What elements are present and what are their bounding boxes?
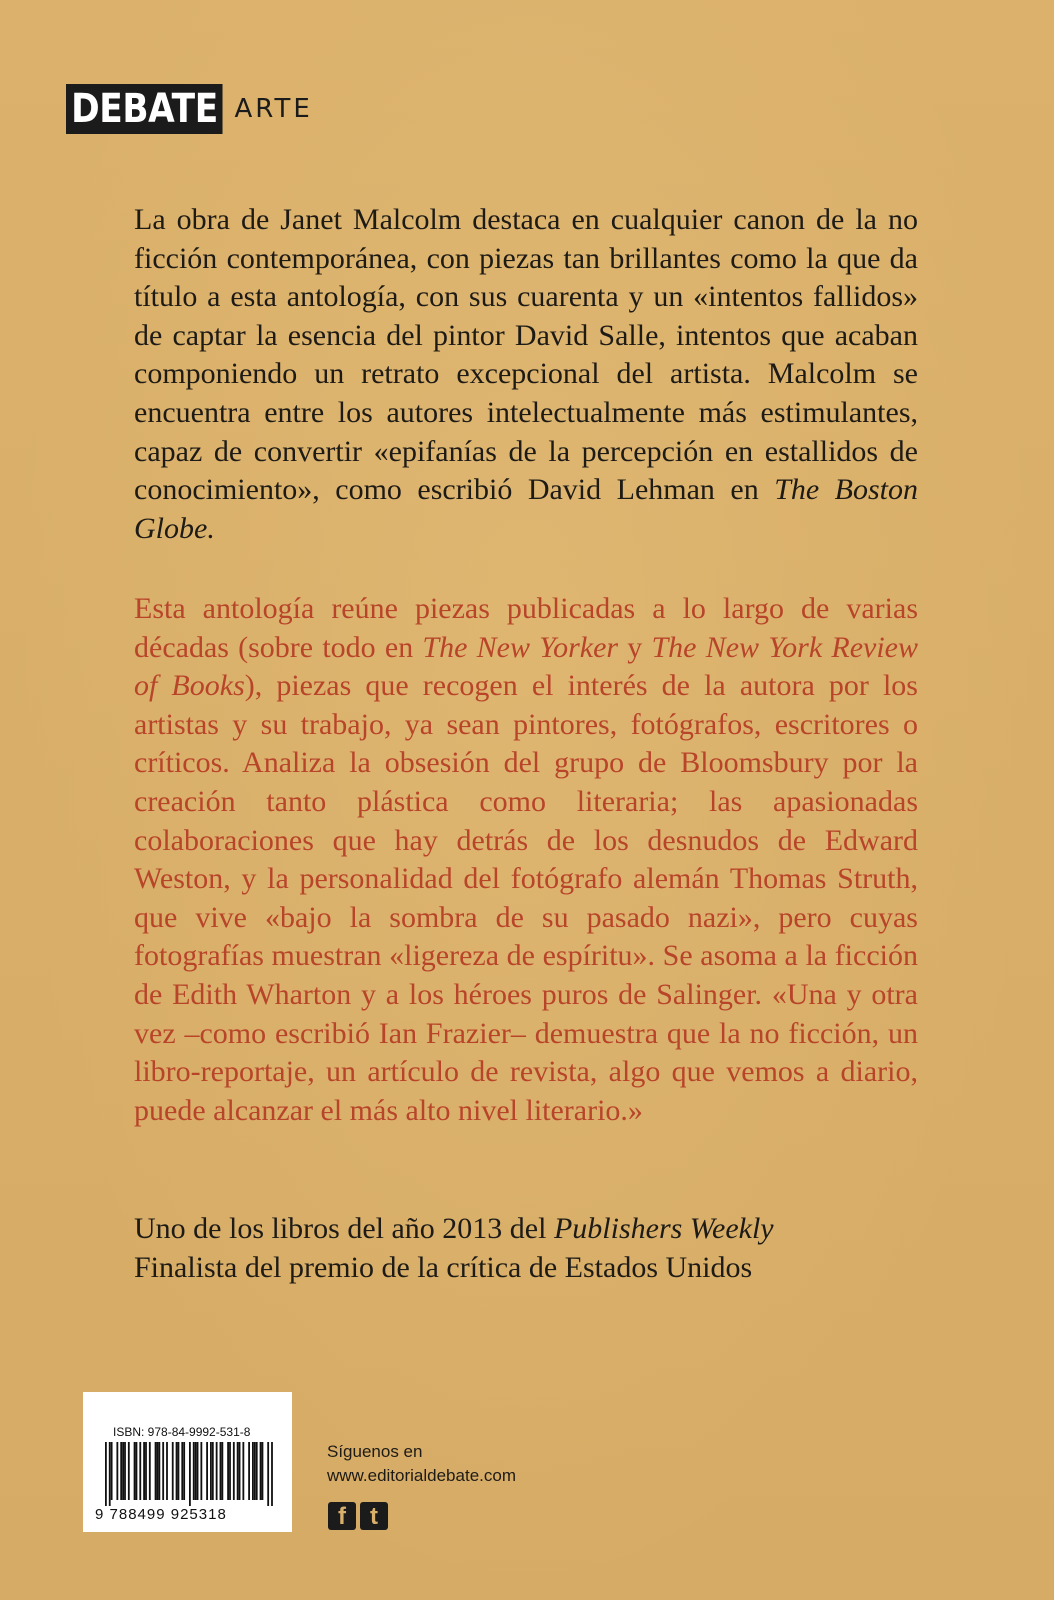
award-1-text: Uno de los libros del año 2013 del xyxy=(134,1212,554,1245)
website-link[interactable]: www.editorialdebate.com xyxy=(327,1466,516,1485)
blurb-paragraph-1 xyxy=(134,201,918,548)
facebook-icon[interactable]: f xyxy=(328,1502,356,1530)
social-icons xyxy=(328,1502,388,1530)
logo-arte: ARTE xyxy=(234,94,313,124)
blurb-p1-source: The Boston Globe. xyxy=(134,473,918,545)
blurb-p2-pub1: The New Yorker xyxy=(422,630,619,664)
blurb-p2-conj: y xyxy=(618,630,652,664)
award-2: Finalista del premio de la crítica de Estados Unidos xyxy=(134,1250,753,1284)
blurb-p1-text: La obra de Janet Malcolm destaca en cualquier canon de la no ficción contemporánea, con piezas tan brillantes como la que da título a esta antología, con sus cuarenta y un «intentos fallidos» de captar la esencia del pintor David Salle, intentos que acaban componiendo un retrato excepcional del artista. Malcolm se encuentra entre los autores intelectualmente más estimulantes, capaz de convertir «epifanías de la percepción en estallidos de conocimiento», como escribió David Lehman en xyxy=(134,203,918,507)
twitter-icon[interactable]: t xyxy=(360,1502,388,1530)
blurb-p2-pub2: The New York Review of Books xyxy=(134,630,919,703)
blurb-paragraph-2 xyxy=(134,590,918,1130)
barcode-icon xyxy=(105,1442,273,1506)
blurb-p2-text-a: Esta antología reúne piezas publicadas a lo largo de varias décadas (sobre todo en xyxy=(134,592,918,664)
publisher-logo xyxy=(66,84,313,134)
isbn-label: ISBN: 978-84-9992-531-8 xyxy=(113,1425,251,1439)
award-1 xyxy=(134,1210,918,1249)
blurb-p2-text-b: ), piezas que recogen el interés de la autora por los artistas y su trabajo, ya sean pintores, fotógrafos, escritores o críticos. Analiza la obsesión del grupo de Bloomsbury por la creación tanto plástica como literaria; las apasionadas colaboraciones que hay detrás de los desnudos de Edward Weston, y la personalidad del fotógrafo alemán Thomas Struth, que vive «bajo la sombra de su pasado nazi», pero cuyas fotografías muestran «ligereza de espíritu». Se asoma a la ficción de Edith Wharton y a los héroes puros de Salinger. «Una y otra vez –como escribió Ian Frazier– demuestra que la no ficción, un libro-reportaje, un artículo de revista, algo que vemos a diario, puede alcanzar el más alto nivel literario.» xyxy=(134,669,918,1127)
barcode-panel xyxy=(83,1392,292,1532)
follow-us xyxy=(327,1440,516,1488)
award-1-pub: Publishers Weekly xyxy=(553,1212,774,1245)
awards xyxy=(134,1210,918,1287)
barcode-digits: 9 788499 925318 xyxy=(95,1506,227,1523)
logo-debate: DEBATE xyxy=(66,84,223,134)
follow-label: Síguenos en xyxy=(327,1442,423,1461)
